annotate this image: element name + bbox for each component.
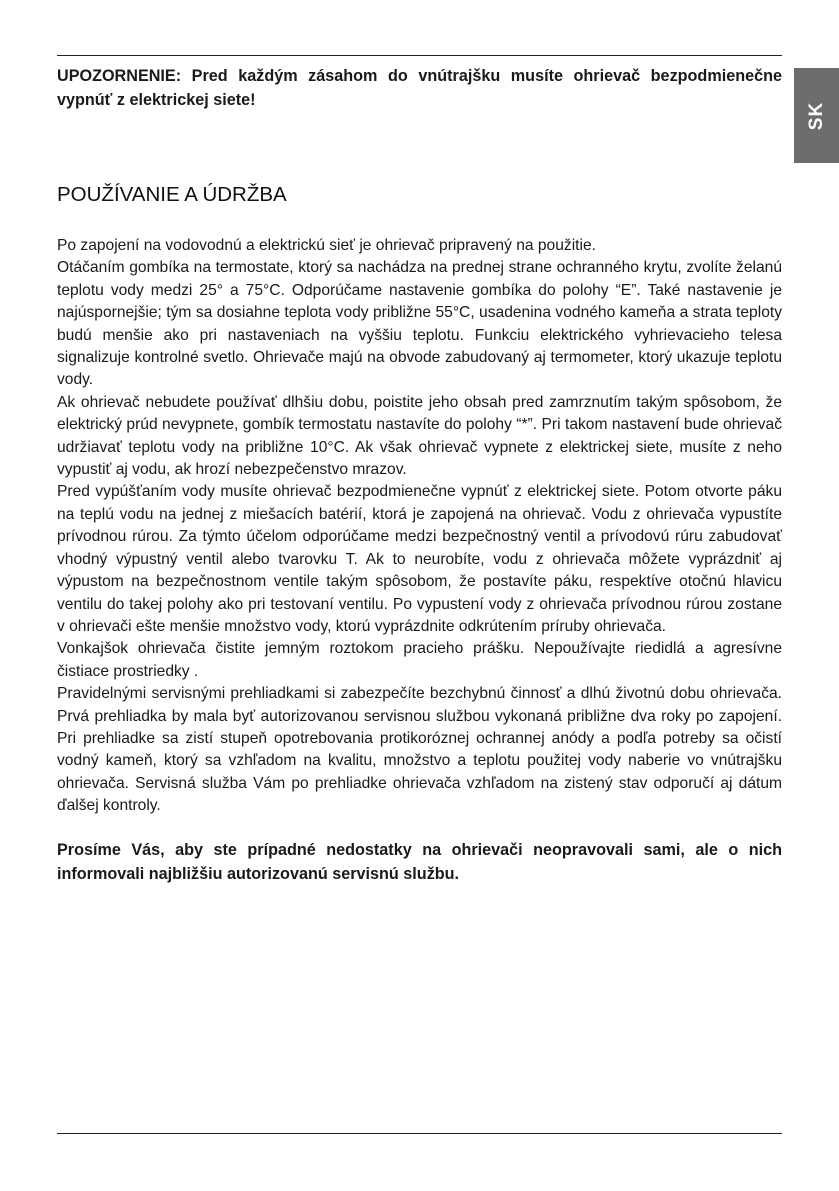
section-title: POUŽÍVANIE A ÚDRŽBA <box>57 183 287 206</box>
page-content <box>57 64 782 886</box>
body-text <box>57 235 782 818</box>
paragraph: Pred vypúšťaním vody musíte ohrievač bezpodmienečne vypnúť z elektrickej siete. Potom otvorte páku na teplú vodu na jednej z miešacích batérií, ktorá je zapojená na ohrievač. Vodu z ohrievača vypustíte prívodnou rúrou. Za týmto účelom odporúčame medzi bezpečnostný ventil a prívodovú rúru zabudovať vhodný výpustný ventil alebo tvarovku T. Ak to neurobíte, vodu z ohrievača môžete vyprázdniť aj výpustom na bezpečnostnom ventile takým spôsobom, že postavíte páku, respektíve otočnú hlavicu ventilu do takej polohy ako pri testovaní ventilu. Po vypustení vody z ohrievača prívodnou rúrou zostane v ohrievači ešte menšie množstvo vody, ktorú vyprázdnite odkrútením príruby ohrievača. <box>57 483 782 635</box>
language-tab <box>794 68 839 163</box>
paragraph: Po zapojení na vodovodnú a elektrickú sieť je ohrievač pripravený na použitie. <box>57 237 596 254</box>
paragraph: Otáčaním gombíka na termostate, ktorý sa nachádza na prednej strane ochranného krytu, zvolíte želanú teplotu vody medzi 25° a 75°C. Odporúčame nastavenie gombíka do polohy “E”. Také nastavenie je najúspornejšie; tým sa dosiahne teplota vody približne 55°C, usadenina vodného kameňa a strata teploty budú menšie ako pri nastaveniach na vyššiu teplotu. Funkciu elektrického vyhrievacieho telesa signalizuje kontrolné svetlo. Ohrievače majú na obvode zabudovaný aj termometer, ktorý ukazuje teplotu vody. <box>57 259 782 389</box>
paragraph: Ak ohrievač nebudete používať dlhšiu dobu, poistite jeho obsah pred zamrznutím takým spôsobom, že elektrický prúd nevypnete, gombík termostatu nastavíte do polohy “*”. Pri takom nastavení bude ohrievač udržiavať teplotu vody na približne 10°C. Ak však ohrievač vypnete z elektrickej siete, musíte z neho vypustiť aj vodu, ak hrozí nebezpečenstvo mrazov. <box>57 393 782 479</box>
bottom-divider <box>57 1133 782 1134</box>
paragraph: Vonkajšok ohrievača čistite jemným roztokom pracieho prášku. Nepoužívajte riedidlá a agresívne čistiace prostriedky . <box>57 640 782 680</box>
warning-notice: UPOZORNENIE: Pred každým zásahom do vnútrajšku musíte ohrievač bezpodmienečne vypnúť z elektrickej siete! <box>57 67 782 109</box>
top-divider <box>57 55 782 56</box>
language-tab-label: SK <box>805 101 827 130</box>
closing-note: Prosíme Vás, aby ste prípadné nedostatky na ohrievači neopravovali sami, ale o nich informovali najbližšiu autorizovanú servisnú službu. <box>57 840 782 883</box>
paragraph: Pravidelnými servisnými prehliadkami si zabezpečíte bezchybnú činnosť a dlhú životnú dobu ohrievača. Prvá prehliadka by mala byť autorizovanou servisnou službou vykonaná približne dva roky po zapojení. Pri prehliadke sa zistí stupeň opotrebovania protikoróznej ochrannej anódy a podľa potreby sa očistí vodný kameň, ktorý sa vzhľadom na kvalitu, množstvo a teplotu použitej vody naberie vo vnútrajšku ohrievača. Servisná služba Vám po prehliadke ohrievača vzhľadom na zistený stav odporučí aj dátum ďalšej kontroly. <box>57 685 782 815</box>
